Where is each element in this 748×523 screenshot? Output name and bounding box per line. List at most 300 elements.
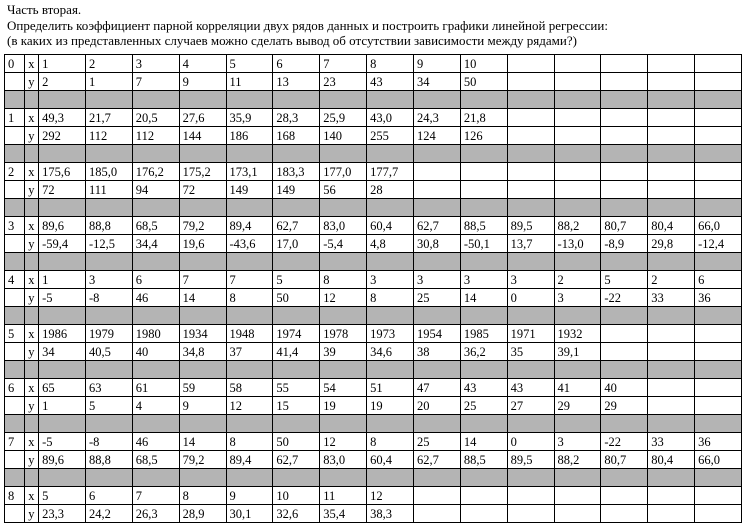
- block-number: [5, 397, 25, 415]
- separator-cell: [5, 361, 25, 379]
- value-cell: 255: [367, 127, 414, 145]
- separator-cell: [320, 253, 367, 271]
- value-cell: [413, 505, 460, 523]
- value-cell: 50: [460, 73, 507, 91]
- value-cell: 36: [695, 433, 742, 451]
- separator-cell: [601, 361, 648, 379]
- value-cell: 183,3: [273, 163, 320, 181]
- separator-cell: [695, 307, 742, 325]
- value-cell: 38: [413, 343, 460, 361]
- value-cell: 7: [132, 73, 179, 91]
- separator-cell: [507, 145, 554, 163]
- separator-cell: [554, 199, 601, 217]
- separator-cell: [413, 91, 460, 109]
- value-cell: [554, 127, 601, 145]
- separator-cell: [460, 415, 507, 433]
- value-cell: [507, 55, 554, 73]
- separator-cell: [695, 145, 742, 163]
- value-cell: 1985: [460, 325, 507, 343]
- value-cell: [507, 73, 554, 91]
- separator-cell: [25, 199, 39, 217]
- separator-cell: [25, 91, 39, 109]
- value-cell: [507, 163, 554, 181]
- value-cell: [648, 343, 695, 361]
- value-cell: [695, 397, 742, 415]
- separator-cell: [132, 199, 179, 217]
- block-4-row-x: [5, 271, 742, 289]
- value-cell: 140: [320, 127, 367, 145]
- value-cell: 79,2: [179, 451, 226, 469]
- separator-cell: [648, 415, 695, 433]
- separator-cell: [695, 253, 742, 271]
- row-label-x: x: [25, 379, 39, 397]
- value-cell: 50: [273, 289, 320, 307]
- value-cell: 79,2: [179, 217, 226, 235]
- value-cell: 12: [320, 433, 367, 451]
- value-cell: 25,9: [320, 109, 367, 127]
- value-cell: 50: [273, 433, 320, 451]
- value-cell: 28,9: [179, 505, 226, 523]
- value-cell: [648, 55, 695, 73]
- value-cell: 40: [132, 343, 179, 361]
- value-cell: 175,6: [39, 163, 86, 181]
- value-cell: 21,8: [460, 109, 507, 127]
- value-cell: 80,4: [648, 451, 695, 469]
- value-cell: 36: [695, 289, 742, 307]
- value-cell: 8: [367, 289, 414, 307]
- heading-line-3: (в каких из представленных случаев можно сделать вывод об отсутствии зависимости между рядами?): [7, 33, 577, 48]
- separator-cell: [413, 307, 460, 325]
- value-cell: [601, 181, 648, 199]
- separator-cell: [367, 307, 414, 325]
- value-cell: 41: [554, 379, 601, 397]
- value-cell: 10: [273, 487, 320, 505]
- value-cell: 80,7: [601, 217, 648, 235]
- block-number: 1: [5, 109, 25, 127]
- value-cell: 35: [507, 343, 554, 361]
- value-cell: 49,3: [39, 109, 86, 127]
- block-number: [5, 127, 25, 145]
- value-cell: 8: [367, 433, 414, 451]
- separator-cell: [367, 199, 414, 217]
- block-0-row-x: [5, 55, 742, 73]
- separator-cell: [413, 199, 460, 217]
- separator-cell: [5, 307, 25, 325]
- value-cell: [413, 487, 460, 505]
- separator-cell: [460, 199, 507, 217]
- value-cell: [648, 181, 695, 199]
- separator-cell: [132, 415, 179, 433]
- value-cell: 27,6: [179, 109, 226, 127]
- separator-cell: [507, 469, 554, 487]
- value-cell: [460, 505, 507, 523]
- value-cell: -50,1: [460, 235, 507, 253]
- value-cell: 88,8: [85, 451, 132, 469]
- value-cell: 39,1: [554, 343, 601, 361]
- separator-cell: [179, 91, 226, 109]
- separator-cell: [25, 253, 39, 271]
- value-cell: 11: [320, 487, 367, 505]
- value-cell: 1986: [39, 325, 86, 343]
- value-cell: 21,7: [85, 109, 132, 127]
- separator-cell: [273, 469, 320, 487]
- value-cell: 34,4: [132, 235, 179, 253]
- value-cell: [695, 73, 742, 91]
- separator-cell: [320, 199, 367, 217]
- value-cell: 26,3: [132, 505, 179, 523]
- separator-cell: [25, 307, 39, 325]
- block-number: 2: [5, 163, 25, 181]
- value-cell: 9: [179, 397, 226, 415]
- value-cell: [413, 163, 460, 181]
- value-cell: 29: [601, 397, 648, 415]
- value-cell: [507, 109, 554, 127]
- value-cell: 23,3: [39, 505, 86, 523]
- value-cell: 19: [320, 397, 367, 415]
- separator-cell: [648, 253, 695, 271]
- separator-cell: [85, 361, 132, 379]
- separator-cell: [85, 199, 132, 217]
- separator-cell: [554, 145, 601, 163]
- value-cell: 1934: [179, 325, 226, 343]
- separator-cell: [226, 361, 273, 379]
- value-cell: 3: [554, 289, 601, 307]
- separator-cell: [132, 253, 179, 271]
- block-number: [5, 289, 25, 307]
- value-cell: 14: [179, 289, 226, 307]
- value-cell: [695, 487, 742, 505]
- value-cell: 126: [460, 127, 507, 145]
- value-cell: 32,6: [273, 505, 320, 523]
- value-cell: -59,4: [39, 235, 86, 253]
- value-cell: [507, 127, 554, 145]
- value-cell: 89,4: [226, 451, 273, 469]
- value-cell: 28: [367, 181, 414, 199]
- value-cell: 30,1: [226, 505, 273, 523]
- separator-cell: [273, 91, 320, 109]
- separator-cell: [367, 145, 414, 163]
- separator-cell: [507, 415, 554, 433]
- value-cell: 7: [132, 487, 179, 505]
- separator-cell: [320, 91, 367, 109]
- value-cell: 111: [85, 181, 132, 199]
- separator-cell: [601, 469, 648, 487]
- value-cell: 5: [273, 271, 320, 289]
- value-cell: 40,5: [85, 343, 132, 361]
- value-cell: [460, 181, 507, 199]
- value-cell: 83,0: [320, 217, 367, 235]
- separator-cell: [367, 415, 414, 433]
- block-2-row-x: [5, 163, 742, 181]
- separator-cell: [273, 415, 320, 433]
- value-cell: 1971: [507, 325, 554, 343]
- block-5-row-x: [5, 325, 742, 343]
- block-6-row-x: [5, 379, 742, 397]
- value-cell: 60,4: [367, 217, 414, 235]
- value-cell: -12,5: [85, 235, 132, 253]
- block-4-row-y: [5, 289, 742, 307]
- block-2-row-y: [5, 181, 742, 199]
- separator-cell: [25, 469, 39, 487]
- separator-cell: [320, 469, 367, 487]
- value-cell: [601, 55, 648, 73]
- separator-cell: [413, 415, 460, 433]
- value-cell: [601, 343, 648, 361]
- value-cell: [695, 127, 742, 145]
- value-cell: 89,5: [507, 451, 554, 469]
- separator-cell: [5, 253, 25, 271]
- separator-cell: [320, 361, 367, 379]
- value-cell: [648, 127, 695, 145]
- value-cell: 4: [179, 55, 226, 73]
- value-cell: 17,0: [273, 235, 320, 253]
- value-cell: 43: [507, 379, 554, 397]
- value-cell: 34,6: [367, 343, 414, 361]
- value-cell: 36,2: [460, 343, 507, 361]
- value-cell: 11: [226, 73, 273, 91]
- separator-cell: [320, 307, 367, 325]
- separator-cell: [5, 145, 25, 163]
- value-cell: [601, 127, 648, 145]
- value-cell: 47: [413, 379, 460, 397]
- value-cell: 8: [226, 289, 273, 307]
- value-cell: 1978: [320, 325, 367, 343]
- separator-cell: [179, 469, 226, 487]
- value-cell: 60,4: [367, 451, 414, 469]
- value-cell: [695, 55, 742, 73]
- value-cell: 66,0: [695, 451, 742, 469]
- value-cell: 25: [413, 433, 460, 451]
- value-cell: 3: [554, 433, 601, 451]
- separator-cell: [554, 253, 601, 271]
- value-cell: [648, 109, 695, 127]
- separator-cell: [226, 253, 273, 271]
- separator-cell: [273, 307, 320, 325]
- value-cell: 20: [413, 397, 460, 415]
- separator-cell: [226, 307, 273, 325]
- separator-cell: [601, 253, 648, 271]
- value-cell: 4: [132, 397, 179, 415]
- value-cell: -13,0: [554, 235, 601, 253]
- separator-cell: [179, 253, 226, 271]
- block-number: 4: [5, 271, 25, 289]
- value-cell: 59: [179, 379, 226, 397]
- separator-cell: [132, 91, 179, 109]
- row-label-y: y: [25, 451, 39, 469]
- separator-cell: [601, 415, 648, 433]
- block-number: [5, 505, 25, 523]
- separator-cell: [460, 469, 507, 487]
- value-cell: 35,4: [320, 505, 367, 523]
- value-cell: -5: [39, 433, 86, 451]
- value-cell: 56: [320, 181, 367, 199]
- value-cell: [695, 379, 742, 397]
- value-cell: 2: [648, 271, 695, 289]
- value-cell: -8: [85, 289, 132, 307]
- value-cell: 6: [132, 271, 179, 289]
- value-cell: 88,8: [85, 217, 132, 235]
- separator-cell: [5, 199, 25, 217]
- separator-cell: [601, 91, 648, 109]
- separator-cell: [695, 199, 742, 217]
- value-cell: -22: [601, 289, 648, 307]
- separator-cell: [507, 253, 554, 271]
- separator-cell: [460, 361, 507, 379]
- block-number: [5, 181, 25, 199]
- separator-cell: [460, 91, 507, 109]
- separator-cell: [226, 469, 273, 487]
- value-cell: [648, 397, 695, 415]
- heading-line-1: Часть вторая.: [7, 2, 82, 17]
- task-heading: [7, 2, 608, 49]
- value-cell: [554, 505, 601, 523]
- value-cell: 8: [320, 271, 367, 289]
- value-cell: 89,6: [39, 217, 86, 235]
- separator-cell: [39, 361, 86, 379]
- value-cell: [648, 379, 695, 397]
- row-label-y: y: [25, 397, 39, 415]
- value-cell: 12: [320, 289, 367, 307]
- separator-cell: [5, 415, 25, 433]
- value-cell: 37: [226, 343, 273, 361]
- value-cell: [507, 487, 554, 505]
- row-label-y: y: [25, 181, 39, 199]
- value-cell: [507, 181, 554, 199]
- value-cell: 6: [85, 487, 132, 505]
- value-cell: [554, 73, 601, 91]
- value-cell: 2: [554, 271, 601, 289]
- value-cell: 80,4: [648, 217, 695, 235]
- separator-cell: [179, 415, 226, 433]
- value-cell: 8: [367, 55, 414, 73]
- value-cell: 25: [460, 397, 507, 415]
- value-cell: [601, 73, 648, 91]
- value-cell: 39: [320, 343, 367, 361]
- separator-cell: [367, 91, 414, 109]
- value-cell: 12: [226, 397, 273, 415]
- value-cell: 23: [320, 73, 367, 91]
- value-cell: 88,5: [460, 451, 507, 469]
- value-cell: 29,8: [648, 235, 695, 253]
- value-cell: 13,7: [507, 235, 554, 253]
- value-cell: [554, 163, 601, 181]
- value-cell: 176,2: [132, 163, 179, 181]
- value-cell: [648, 325, 695, 343]
- value-cell: 3: [413, 271, 460, 289]
- row-label-x: x: [25, 109, 39, 127]
- value-cell: -12,4: [695, 235, 742, 253]
- value-cell: 89,6: [39, 451, 86, 469]
- value-cell: [460, 163, 507, 181]
- separator-cell: [648, 145, 695, 163]
- value-cell: 58: [226, 379, 273, 397]
- block-1-row-x: [5, 109, 742, 127]
- separator-cell: [601, 199, 648, 217]
- value-cell: 19,6: [179, 235, 226, 253]
- separator-cell: [695, 91, 742, 109]
- separator-cell: [554, 361, 601, 379]
- separator-cell: [695, 415, 742, 433]
- value-cell: 3: [132, 55, 179, 73]
- block-3-row-x: [5, 217, 742, 235]
- separator-cell: [226, 145, 273, 163]
- separator-row: [5, 415, 742, 433]
- block-5-row-y: [5, 343, 742, 361]
- separator-row: [5, 307, 742, 325]
- separator-cell: [554, 469, 601, 487]
- separator-cell: [367, 361, 414, 379]
- value-cell: 112: [132, 127, 179, 145]
- separator-cell: [39, 415, 86, 433]
- value-cell: 177,7: [367, 163, 414, 181]
- separator-cell: [85, 253, 132, 271]
- value-cell: 12: [367, 487, 414, 505]
- separator-cell: [85, 91, 132, 109]
- separator-cell: [413, 469, 460, 487]
- block-number: [5, 235, 25, 253]
- block-number: [5, 451, 25, 469]
- value-cell: [460, 487, 507, 505]
- value-cell: [601, 505, 648, 523]
- block-number: 7: [5, 433, 25, 451]
- value-cell: [554, 55, 601, 73]
- value-cell: 28,3: [273, 109, 320, 127]
- separator-row: [5, 199, 742, 217]
- block-3-row-y: [5, 235, 742, 253]
- value-cell: 38,3: [367, 505, 414, 523]
- block-number: [5, 73, 25, 91]
- separator-cell: [25, 361, 39, 379]
- separator-cell: [132, 361, 179, 379]
- row-label-y: y: [25, 289, 39, 307]
- value-cell: 3: [507, 271, 554, 289]
- value-cell: 66,0: [695, 217, 742, 235]
- value-cell: 62,7: [413, 217, 460, 235]
- separator-cell: [648, 469, 695, 487]
- separator-cell: [648, 361, 695, 379]
- separator-cell: [460, 253, 507, 271]
- separator-cell: [413, 145, 460, 163]
- value-cell: [601, 487, 648, 505]
- separator-cell: [507, 91, 554, 109]
- value-cell: 124: [413, 127, 460, 145]
- value-cell: 27: [507, 397, 554, 415]
- value-cell: 51: [367, 379, 414, 397]
- separator-cell: [39, 469, 86, 487]
- value-cell: 8: [179, 487, 226, 505]
- value-cell: 7: [226, 271, 273, 289]
- separator-cell: [132, 307, 179, 325]
- separator-cell: [648, 199, 695, 217]
- separator-cell: [226, 91, 273, 109]
- separator-row: [5, 361, 742, 379]
- row-label-x: x: [25, 487, 39, 505]
- value-cell: [413, 181, 460, 199]
- separator-cell: [85, 307, 132, 325]
- separator-cell: [367, 469, 414, 487]
- row-label-x: x: [25, 271, 39, 289]
- separator-cell: [39, 307, 86, 325]
- block-8-row-y: [5, 505, 742, 523]
- value-cell: 3: [367, 271, 414, 289]
- value-cell: 2: [39, 73, 86, 91]
- separator-cell: [507, 307, 554, 325]
- value-cell: 24,3: [413, 109, 460, 127]
- separator-cell: [39, 199, 86, 217]
- separator-cell: [413, 361, 460, 379]
- value-cell: [601, 325, 648, 343]
- value-cell: 112: [85, 127, 132, 145]
